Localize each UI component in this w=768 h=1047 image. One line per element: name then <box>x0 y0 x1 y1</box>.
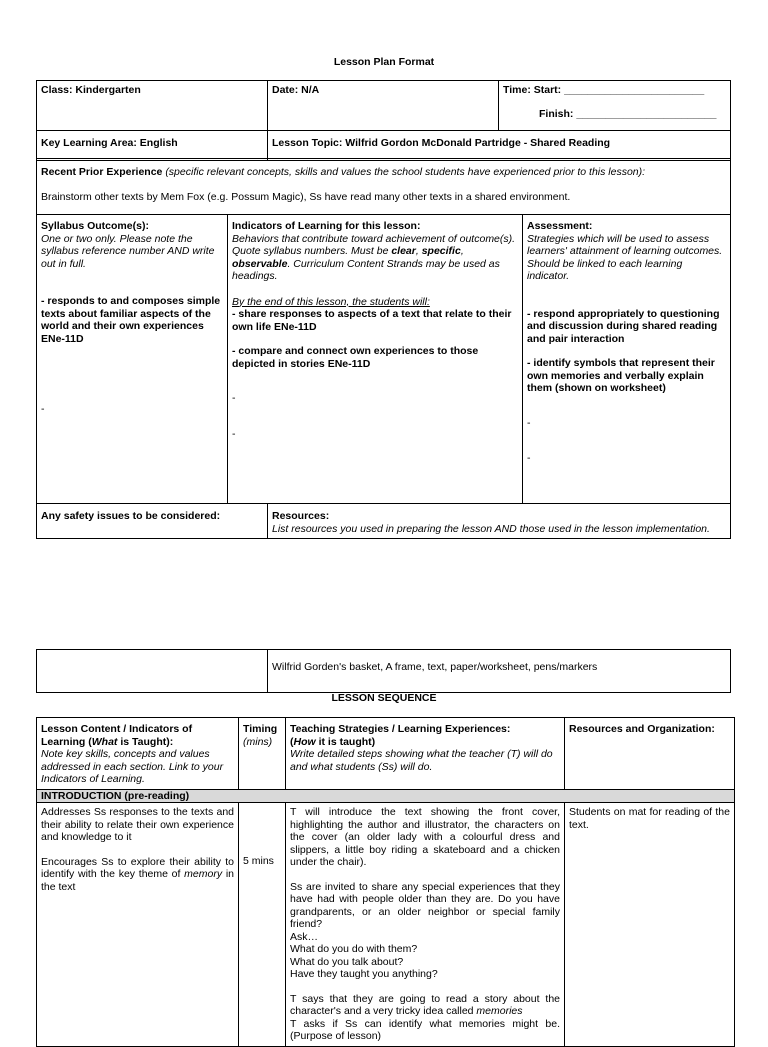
introduction-bar <box>37 789 735 803</box>
date-cell <box>268 81 499 131</box>
intro-organization: Students on mat for reading of the text. <box>569 806 730 831</box>
prior-experience-hint: (specific relevant concepts, skills and values the school students have experienced prior to this lesson): <box>165 166 646 178</box>
lesson-sequence-table <box>36 717 735 1047</box>
syllabus-code: ENe-11D <box>41 332 84 345</box>
assessment-dash-1: - <box>527 416 531 429</box>
strategy-ask: Ask… <box>290 930 319 943</box>
date-label: Date: N/A <box>272 84 320 96</box>
prior-experience-cell <box>37 159 731 215</box>
strategy-3: T says that they are going to read a story about the character's and a very tricky idea called memories <box>290 992 560 1017</box>
safety-label: Any safety issues to be considered: <box>41 510 221 522</box>
indicator-dash-2: - <box>232 427 236 440</box>
prior-experience-heading: Recent Prior Experience <box>41 166 163 178</box>
safety-cell <box>37 504 268 539</box>
timing-hint: (mins) <box>243 735 273 748</box>
assessment-item-2: - identify symbols that represent their own memories and verbally explain them (shown on worksheet) <box>527 357 715 394</box>
prior-experience-text: Brainstorm other texts by Mem Fox (e.g. Possum Magic), Ss have read many other texts in a shared environment. <box>41 190 571 203</box>
assessment-item-1: - respond appropriately to questioning and discussion during shared reading and pair interaction <box>527 307 720 345</box>
key-learning-area-cell <box>37 131 268 161</box>
strategy-2: Ss are invited to share any special experiences that they have had with people older than they are. Do you have grandparents, or an older neighbor or special family friend? <box>290 880 560 930</box>
timing-heading: Timing <box>243 723 278 735</box>
assessment-cell <box>523 215 731 504</box>
header-table <box>36 80 731 161</box>
resources-cell <box>268 504 731 539</box>
intro-content-1: Addresses Ss responses to the texts and their ability to relate their own experience and knowledge to it <box>41 806 234 843</box>
indicator-dash-1: - <box>232 392 236 404</box>
indicators-hint: Behaviors that contribute toward achievement of outcome(s). Quote syllabus numbers. Must be clear, specific, observable. Curriculum Content Strands may be used as headings. <box>232 232 516 282</box>
strategies-heading: Teaching Strategies / Learning Experiences: <box>290 723 511 735</box>
resources-list: Wilfrid Gorden's basket, A frame, text, paper/worksheet, pens/markers <box>272 661 598 673</box>
strategy-question-2: What do you talk about? <box>290 955 404 968</box>
lesson-topic-label: Lesson Topic: Wilfrid Gordon McDonald Partridge - Shared Reading <box>272 137 611 149</box>
sequence-col-content-header <box>37 718 239 790</box>
time-start-label: Time: Start: ________________________ <box>503 84 705 96</box>
indicators-by-end: By the end of this lesson, the students will: <box>232 295 430 308</box>
syllabus-heading: Syllabus Outcome(s): <box>41 220 149 232</box>
intro-timing-cell <box>239 803 286 1047</box>
indicators-heading: Indicators of Learning for this lesson: <box>232 220 421 232</box>
time-finish-label: Finish: ________________________ <box>539 107 717 120</box>
key-learning-area-label: Key Learning Area: English <box>41 137 178 149</box>
sequence-col-strategies-header <box>286 718 565 790</box>
indicator-item-2: - compare and connect own experiences to those depicted in stories ENe-11D <box>232 345 479 370</box>
strategy-question-3: Have they taught you anything? <box>290 968 438 980</box>
strategies-hint: Write detailed steps showing what the teacher (T) will do and what students (Ss) will do. <box>290 748 553 773</box>
strategies-how: (How it is taught) <box>290 735 376 748</box>
syllabus-dash: - <box>41 403 45 415</box>
assessment-hint: Strategies which will be used to assess learners' attainment of learning outcomes. Should be linked to each learning indicator. <box>527 232 723 282</box>
lesson-sequence-title: LESSON SEQUENCE <box>331 692 437 704</box>
strategy-4: T asks if Ss can identify what memories might be. (Purpose of lesson) <box>290 1017 560 1042</box>
safety-resources-table <box>36 503 731 539</box>
intro-content-2: Encourages Ss to explore their ability to identify with the key theme of memory in the text <box>41 855 234 893</box>
content-heading: Lesson Content / Indicators of Learning (What is Taught): <box>41 723 193 748</box>
resources-continued-table <box>36 649 731 693</box>
assessment-heading: Assessment: <box>527 220 593 232</box>
syllabus-outcome-cell <box>37 215 228 504</box>
strategy-question-1: What do you do with them? <box>290 943 418 955</box>
sequence-col-resources-header <box>565 718 735 790</box>
intro-organization-cell <box>565 803 735 1047</box>
organization-heading: Resources and Organization: <box>569 723 715 735</box>
time-cell <box>499 81 731 131</box>
intro-timing: 5 mins <box>243 855 274 867</box>
indicator-item-1: - share responses to aspects of a text that relate to their own life ENe-11D <box>232 308 512 333</box>
intro-strategies-cell <box>286 803 565 1047</box>
resources-continued-empty-cell <box>37 650 268 693</box>
resources-hint: List resources you used in preparing the lesson AND those used in the lesson implementation. <box>272 522 710 535</box>
resources-list-cell <box>268 650 731 693</box>
intro-content-cell <box>37 803 239 1047</box>
strategy-1: T will introduce the text showing the front cover, highlighting the author and illustrator, the characters on the cover (an older lady with a colourful dress and slippers, a little boy riding a skateboard and a chicken under the chair). <box>290 806 560 868</box>
syllabus-outcome: - responds to and composes simple texts about familiar aspects of the world and their own experiences <box>41 295 221 332</box>
indicators-cell <box>228 215 523 504</box>
content-hint: Note key skills, concepts and values addressed in each section. Link to your Indicators of Learning. <box>41 748 224 785</box>
introduction-label: INTRODUCTION (pre-reading) <box>41 789 190 802</box>
assessment-dash-2: - <box>527 452 531 464</box>
syllabus-hint: One or two only. Please note the syllabus reference number AND write out in full. <box>41 232 215 270</box>
sequence-col-timing-header <box>239 718 286 790</box>
class-cell <box>37 81 268 131</box>
class-label: Class: Kindergarten <box>41 84 141 96</box>
plan-table <box>36 158 731 504</box>
document-title: Lesson Plan Format <box>333 56 435 68</box>
lesson-topic-cell <box>268 131 731 161</box>
resources-heading: Resources: <box>272 510 330 522</box>
